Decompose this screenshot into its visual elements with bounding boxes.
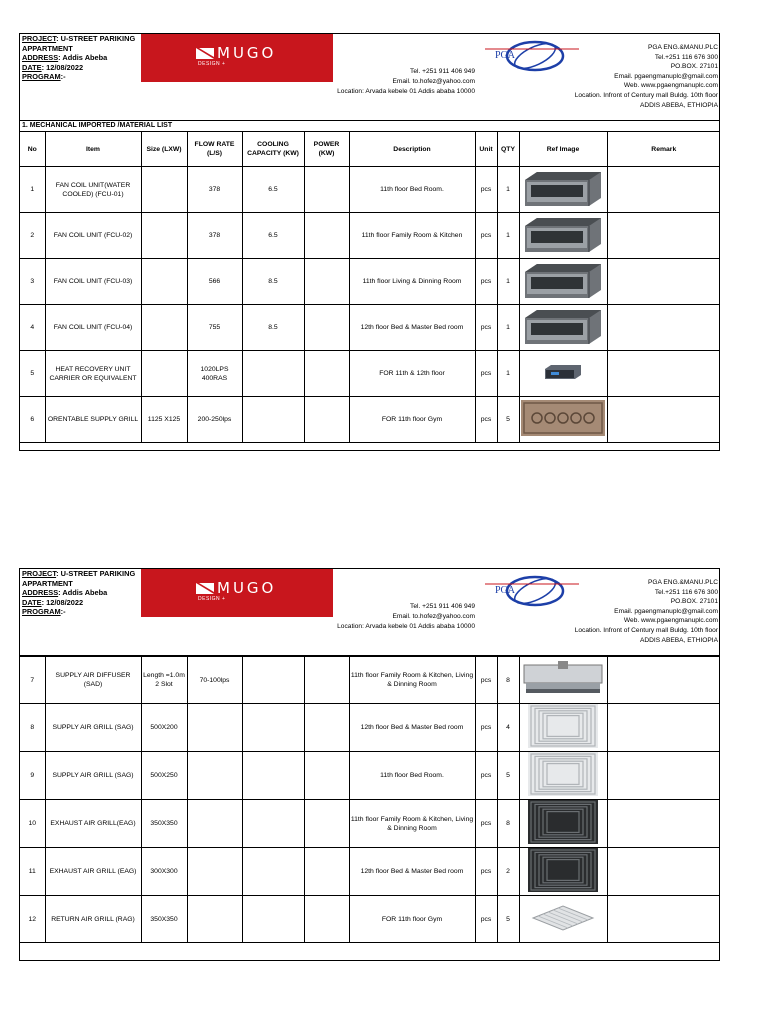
cell-unit: pcs bbox=[475, 167, 497, 213]
cell-item: FAN COIL UNIT (FCU-04) bbox=[45, 305, 141, 351]
client-contact bbox=[337, 67, 475, 96]
program-value: :- bbox=[60, 72, 66, 82]
cell-unit: pcs bbox=[475, 397, 497, 443]
cell-no: 3 bbox=[20, 259, 45, 305]
cell-description: 11th floor Family Room & Kitchen, Living & Dinning Room bbox=[349, 800, 475, 848]
cell-description: FOR 11th floor Gym bbox=[349, 896, 475, 943]
logo-word: MUGO bbox=[217, 44, 277, 62]
firm-pobox: PO.BOX. 27101 bbox=[670, 598, 718, 606]
cell-description: 11th floor Family Room & Kitchen bbox=[349, 213, 475, 259]
firm-location: Location. Infront of Century mall Buldg. 10th floor bbox=[574, 626, 718, 634]
cell-flow-rate bbox=[187, 800, 242, 848]
cell-power bbox=[304, 896, 349, 943]
sheet-header bbox=[20, 34, 719, 121]
firm-name: PGA ENG.&MANU.PLC bbox=[648, 44, 718, 51]
table-row bbox=[20, 848, 720, 896]
cell-description: 12th floor Bed & Master Bed room bbox=[349, 305, 475, 351]
cell-qty: 1 bbox=[497, 213, 519, 259]
cell-ref-image bbox=[519, 351, 607, 397]
cell-power bbox=[304, 800, 349, 848]
cell-no: 1 bbox=[20, 167, 45, 213]
cell-power bbox=[304, 848, 349, 896]
cell-size bbox=[141, 213, 187, 259]
cell-no: 9 bbox=[20, 752, 45, 800]
table-row bbox=[20, 800, 720, 848]
firm-pobox: PO.BOX. 27101 bbox=[670, 63, 718, 71]
cell-remark bbox=[607, 213, 720, 259]
cell-remark bbox=[607, 397, 720, 443]
project-label: PROJECT bbox=[22, 34, 57, 43]
cell-no: 8 bbox=[20, 704, 45, 752]
cell-size: 500X250 bbox=[141, 752, 187, 800]
sheet-page-1 bbox=[19, 33, 720, 451]
cell-qty: 1 bbox=[497, 167, 519, 213]
date-value: : 12/08/2022 bbox=[41, 597, 84, 607]
cell-remark bbox=[607, 800, 720, 848]
pga-logo-text: PGA bbox=[495, 50, 516, 61]
cell-flow-rate bbox=[187, 752, 242, 800]
cell-size bbox=[141, 167, 187, 213]
cell-power bbox=[304, 657, 349, 704]
cell-unit: pcs bbox=[475, 800, 497, 848]
address-label: ADDRESS bbox=[22, 588, 59, 598]
cell-size: Length =1.0m 2 Slot bbox=[141, 657, 187, 704]
cell-item: FAN COIL UNIT(WATER COOLED) (FCU-01) bbox=[45, 167, 141, 213]
address-value: : Addis Abeba bbox=[58, 588, 108, 598]
cell-power bbox=[304, 752, 349, 800]
square-diffuser-icon bbox=[521, 752, 606, 799]
cell-cooling-capacity: 8.5 bbox=[242, 305, 304, 351]
cell-ref-image bbox=[519, 704, 607, 752]
cell-description: FOR 11th floor Gym bbox=[349, 397, 475, 443]
cell-unit: pcs bbox=[475, 657, 497, 704]
cell-flow-rate: 755 bbox=[187, 305, 242, 351]
project-info bbox=[22, 569, 142, 617]
cell-power bbox=[304, 259, 349, 305]
program-label: PROGRAM bbox=[22, 607, 61, 617]
fan-coil-unit-icon bbox=[521, 168, 606, 211]
cell-ref-image bbox=[519, 167, 607, 213]
cell-description: 12th floor Bed & Master Bed room bbox=[349, 704, 475, 752]
cell-description: FOR 11th & 12th floor bbox=[349, 351, 475, 397]
cell-cooling-capacity bbox=[242, 752, 304, 800]
cell-no: 12 bbox=[20, 896, 45, 943]
cell-no: 6 bbox=[20, 397, 45, 443]
cell-ref-image bbox=[519, 848, 607, 896]
date-value: : 12/08/2022 bbox=[41, 62, 84, 72]
table-row bbox=[20, 657, 720, 704]
cell-no: 5 bbox=[20, 351, 45, 397]
col-no: No bbox=[20, 132, 45, 167]
table-row bbox=[20, 752, 720, 800]
cell-ref-image bbox=[519, 213, 607, 259]
cell-cooling-capacity: 6.5 bbox=[242, 213, 304, 259]
cell-remark bbox=[607, 657, 720, 704]
cell-flow-rate: 378 bbox=[187, 213, 242, 259]
cell-size: 500X200 bbox=[141, 704, 187, 752]
col-description: Description bbox=[349, 132, 475, 167]
cell-flow-rate: 70-100lps bbox=[187, 657, 242, 704]
cell-no: 2 bbox=[20, 213, 45, 259]
cell-no: 10 bbox=[20, 800, 45, 848]
cell-remark bbox=[607, 896, 720, 943]
cell-ref-image bbox=[519, 657, 607, 704]
cell-unit: pcs bbox=[475, 351, 497, 397]
cell-power bbox=[304, 305, 349, 351]
cell-cooling-capacity bbox=[242, 657, 304, 704]
table-row bbox=[20, 896, 720, 943]
cell-power bbox=[304, 351, 349, 397]
cell-item: EXHAUST AIR GRILL (EAG) bbox=[45, 848, 141, 896]
table-row bbox=[20, 213, 720, 259]
supply-grill-icon bbox=[521, 400, 606, 439]
cell-qty: 1 bbox=[497, 351, 519, 397]
cell-item: SUPPLY AIR DIFFUSER (SAD) bbox=[45, 657, 141, 704]
contact-location: Location: Arvada kebele 01 Addis ababa 10000 bbox=[337, 622, 475, 630]
logo-word: MUGO bbox=[217, 579, 277, 597]
cell-ref-image bbox=[519, 305, 607, 351]
firm-web: Web. www.pgaengmanuplc.com bbox=[623, 617, 718, 625]
firm-location: Location. Infront of Century mall Buldg. 10th floor bbox=[574, 91, 718, 99]
cell-cooling-capacity bbox=[242, 397, 304, 443]
firm-tel: Tel.+251 116 676 300 bbox=[654, 588, 718, 596]
cell-size bbox=[141, 259, 187, 305]
cell-ref-image bbox=[519, 800, 607, 848]
col-flow-rate: FLOW RATE (L/S) bbox=[187, 132, 242, 167]
cell-item: ORENTABLE SUPPLY GRILL bbox=[45, 397, 141, 443]
mugo-logo bbox=[141, 34, 333, 82]
cell-unit: pcs bbox=[475, 752, 497, 800]
program-value: :- bbox=[60, 607, 66, 617]
project-info bbox=[22, 34, 142, 82]
cell-power bbox=[304, 704, 349, 752]
cell-qty: 1 bbox=[497, 305, 519, 351]
cell-no: 7 bbox=[20, 657, 45, 704]
cell-description: 11th floor Living & Dinning Room bbox=[349, 259, 475, 305]
date-label: DATE bbox=[22, 597, 42, 607]
table-row bbox=[20, 704, 720, 752]
cell-item: SUPPLY AIR GRILL (SAG) bbox=[45, 752, 141, 800]
cell-cooling-capacity bbox=[242, 800, 304, 848]
cell-ref-image bbox=[519, 752, 607, 800]
firm-web: Web. www.pgaengmanuplc.com bbox=[623, 82, 718, 90]
cell-item: FAN COIL UNIT (FCU-03) bbox=[45, 259, 141, 305]
cell-qty: 2 bbox=[497, 848, 519, 896]
cell-cooling-capacity bbox=[242, 896, 304, 943]
table-row bbox=[20, 167, 720, 213]
firm-email: Email. pgaengmanuplc@gmail.com bbox=[614, 72, 718, 80]
cell-size: 300X300 bbox=[141, 848, 187, 896]
firm-info bbox=[575, 578, 718, 645]
cell-size: 1125 X125 bbox=[141, 397, 187, 443]
cell-unit: pcs bbox=[475, 704, 497, 752]
firm-city: ADDIS ABEBA, ETHIOPIA bbox=[639, 636, 718, 644]
firm-tel: Tel.+251 116 676 300 bbox=[654, 53, 718, 61]
col-remark: Remark bbox=[607, 132, 720, 167]
client-contact bbox=[337, 602, 475, 631]
project-value: : U-STREET PARIKING APPARTMENT bbox=[22, 34, 136, 53]
cell-item: RETURN AIR GRILL (RAG) bbox=[45, 896, 141, 943]
project-value: : U-STREET PARIKING APPARTMENT bbox=[22, 569, 136, 588]
cell-unit: pcs bbox=[475, 848, 497, 896]
cell-qty: 5 bbox=[497, 896, 519, 943]
cell-flow-rate bbox=[187, 848, 242, 896]
cell-qty: 5 bbox=[497, 397, 519, 443]
cell-unit: pcs bbox=[475, 896, 497, 943]
cell-remark bbox=[607, 305, 720, 351]
table-row bbox=[20, 305, 720, 351]
cell-qty: 8 bbox=[497, 657, 519, 704]
col-item: Item bbox=[45, 132, 141, 167]
sheet-header bbox=[20, 569, 719, 656]
cell-remark bbox=[607, 848, 720, 896]
cell-description: 11th floor Bed Room. bbox=[349, 167, 475, 213]
cell-qty: 5 bbox=[497, 752, 519, 800]
section-title: 1. MECHANICAL IMPORTED /MATERIAL LIST bbox=[20, 121, 719, 132]
linear-diffuser-icon bbox=[521, 659, 606, 702]
cell-cooling-capacity bbox=[242, 351, 304, 397]
program-label: PROGRAM bbox=[22, 72, 61, 82]
square-diffuser-icon bbox=[521, 704, 606, 751]
cell-item: HEAT RECOVERY UNIT CARRIER OR EQUIVALENT bbox=[45, 351, 141, 397]
table-row bbox=[20, 351, 720, 397]
col-power: POWER (KW) bbox=[304, 132, 349, 167]
return-grill-icon bbox=[521, 900, 606, 939]
material-table-2 bbox=[20, 656, 720, 943]
cell-no: 11 bbox=[20, 848, 45, 896]
cell-ref-image bbox=[519, 397, 607, 443]
table-row bbox=[20, 397, 720, 443]
cell-remark bbox=[607, 752, 720, 800]
logo-sub: DESIGN + bbox=[198, 61, 226, 67]
cell-flow-rate bbox=[187, 704, 242, 752]
cell-remark bbox=[607, 351, 720, 397]
address-label: ADDRESS bbox=[22, 53, 59, 63]
cell-item: FAN COIL UNIT (FCU-02) bbox=[45, 213, 141, 259]
col-size: Size (LXW) bbox=[141, 132, 187, 167]
cell-remark bbox=[607, 704, 720, 752]
table-row bbox=[20, 259, 720, 305]
contact-tel: Tel. +251 911 406 949 bbox=[410, 68, 475, 75]
mugo-logo bbox=[141, 569, 333, 617]
cell-unit: pcs bbox=[475, 305, 497, 351]
cell-size bbox=[141, 305, 187, 351]
col-unit: Unit bbox=[475, 132, 497, 167]
fan-coil-unit-icon bbox=[521, 306, 606, 349]
contact-tel: Tel. +251 911 406 949 bbox=[410, 603, 475, 610]
cell-remark bbox=[607, 167, 720, 213]
cell-qty: 1 bbox=[497, 259, 519, 305]
cell-flow-rate: 378 bbox=[187, 167, 242, 213]
cell-cooling-capacity: 6.5 bbox=[242, 167, 304, 213]
cell-description: 11th floor Bed Room. bbox=[349, 752, 475, 800]
pga-logo-icon bbox=[483, 38, 579, 74]
contact-location: Location: Arvada kebele 01 Addis ababa 10000 bbox=[337, 87, 475, 95]
firm-email: Email. pgaengmanuplc@gmail.com bbox=[614, 607, 718, 615]
cell-description: 12th floor Bed & Master Bed room bbox=[349, 848, 475, 896]
col-qty: QTY bbox=[497, 132, 519, 167]
cell-description: 11th floor Family Room & Kitchen, Living & Dinning Room bbox=[349, 657, 475, 704]
cell-flow-rate bbox=[187, 896, 242, 943]
fan-coil-unit-icon bbox=[521, 260, 606, 303]
fan-coil-unit-icon bbox=[521, 214, 606, 257]
cell-unit: pcs bbox=[475, 213, 497, 259]
exhaust-grill-icon bbox=[521, 800, 606, 847]
cell-ref-image bbox=[519, 259, 607, 305]
cell-size: 350X350 bbox=[141, 896, 187, 943]
cell-item: SUPPLY AIR GRILL (SAG) bbox=[45, 704, 141, 752]
exhaust-grill-icon bbox=[521, 848, 606, 895]
mugo-mark-icon bbox=[196, 583, 214, 594]
table-header-row bbox=[20, 132, 720, 167]
address-value: : Addis Abeba bbox=[58, 53, 108, 63]
pga-logo-text: PGA bbox=[495, 585, 516, 596]
sheet-page-2 bbox=[19, 568, 720, 961]
cell-power bbox=[304, 213, 349, 259]
cell-no: 4 bbox=[20, 305, 45, 351]
cell-size: 350X350 bbox=[141, 800, 187, 848]
cell-size bbox=[141, 351, 187, 397]
col-cooling-capacity: COOLING CAPACITY (KW) bbox=[242, 132, 304, 167]
cell-remark bbox=[607, 259, 720, 305]
cell-cooling-capacity bbox=[242, 704, 304, 752]
material-table-1 bbox=[20, 132, 720, 443]
cell-power bbox=[304, 397, 349, 443]
pga-logo-icon bbox=[483, 573, 579, 609]
contact-email: Email. to.hofez@yahoo.com bbox=[392, 77, 475, 85]
cell-item: EXHAUST AIR GRILL(EAG) bbox=[45, 800, 141, 848]
cell-ref-image bbox=[519, 896, 607, 943]
firm-name: PGA ENG.&MANU.PLC bbox=[648, 579, 718, 586]
cell-qty: 4 bbox=[497, 704, 519, 752]
col-ref-image: Ref Image bbox=[519, 132, 607, 167]
cell-flow-rate: 1020LPS 400RAS bbox=[187, 351, 242, 397]
contact-email: Email. to.hofez@yahoo.com bbox=[392, 612, 475, 620]
cell-qty: 8 bbox=[497, 800, 519, 848]
mugo-mark-icon bbox=[196, 48, 214, 59]
logo-sub: DESIGN + bbox=[198, 596, 226, 602]
date-label: DATE bbox=[22, 62, 42, 72]
firm-city: ADDIS ABEBA, ETHIOPIA bbox=[639, 101, 718, 109]
cell-flow-rate: 566 bbox=[187, 259, 242, 305]
cell-cooling-capacity: 8.5 bbox=[242, 259, 304, 305]
cell-unit: pcs bbox=[475, 259, 497, 305]
cell-power bbox=[304, 167, 349, 213]
project-label: PROJECT bbox=[22, 569, 57, 578]
heat-recovery-unit-icon bbox=[521, 364, 606, 383]
firm-info bbox=[575, 43, 718, 110]
cell-cooling-capacity bbox=[242, 848, 304, 896]
cell-flow-rate: 200-250lps bbox=[187, 397, 242, 443]
